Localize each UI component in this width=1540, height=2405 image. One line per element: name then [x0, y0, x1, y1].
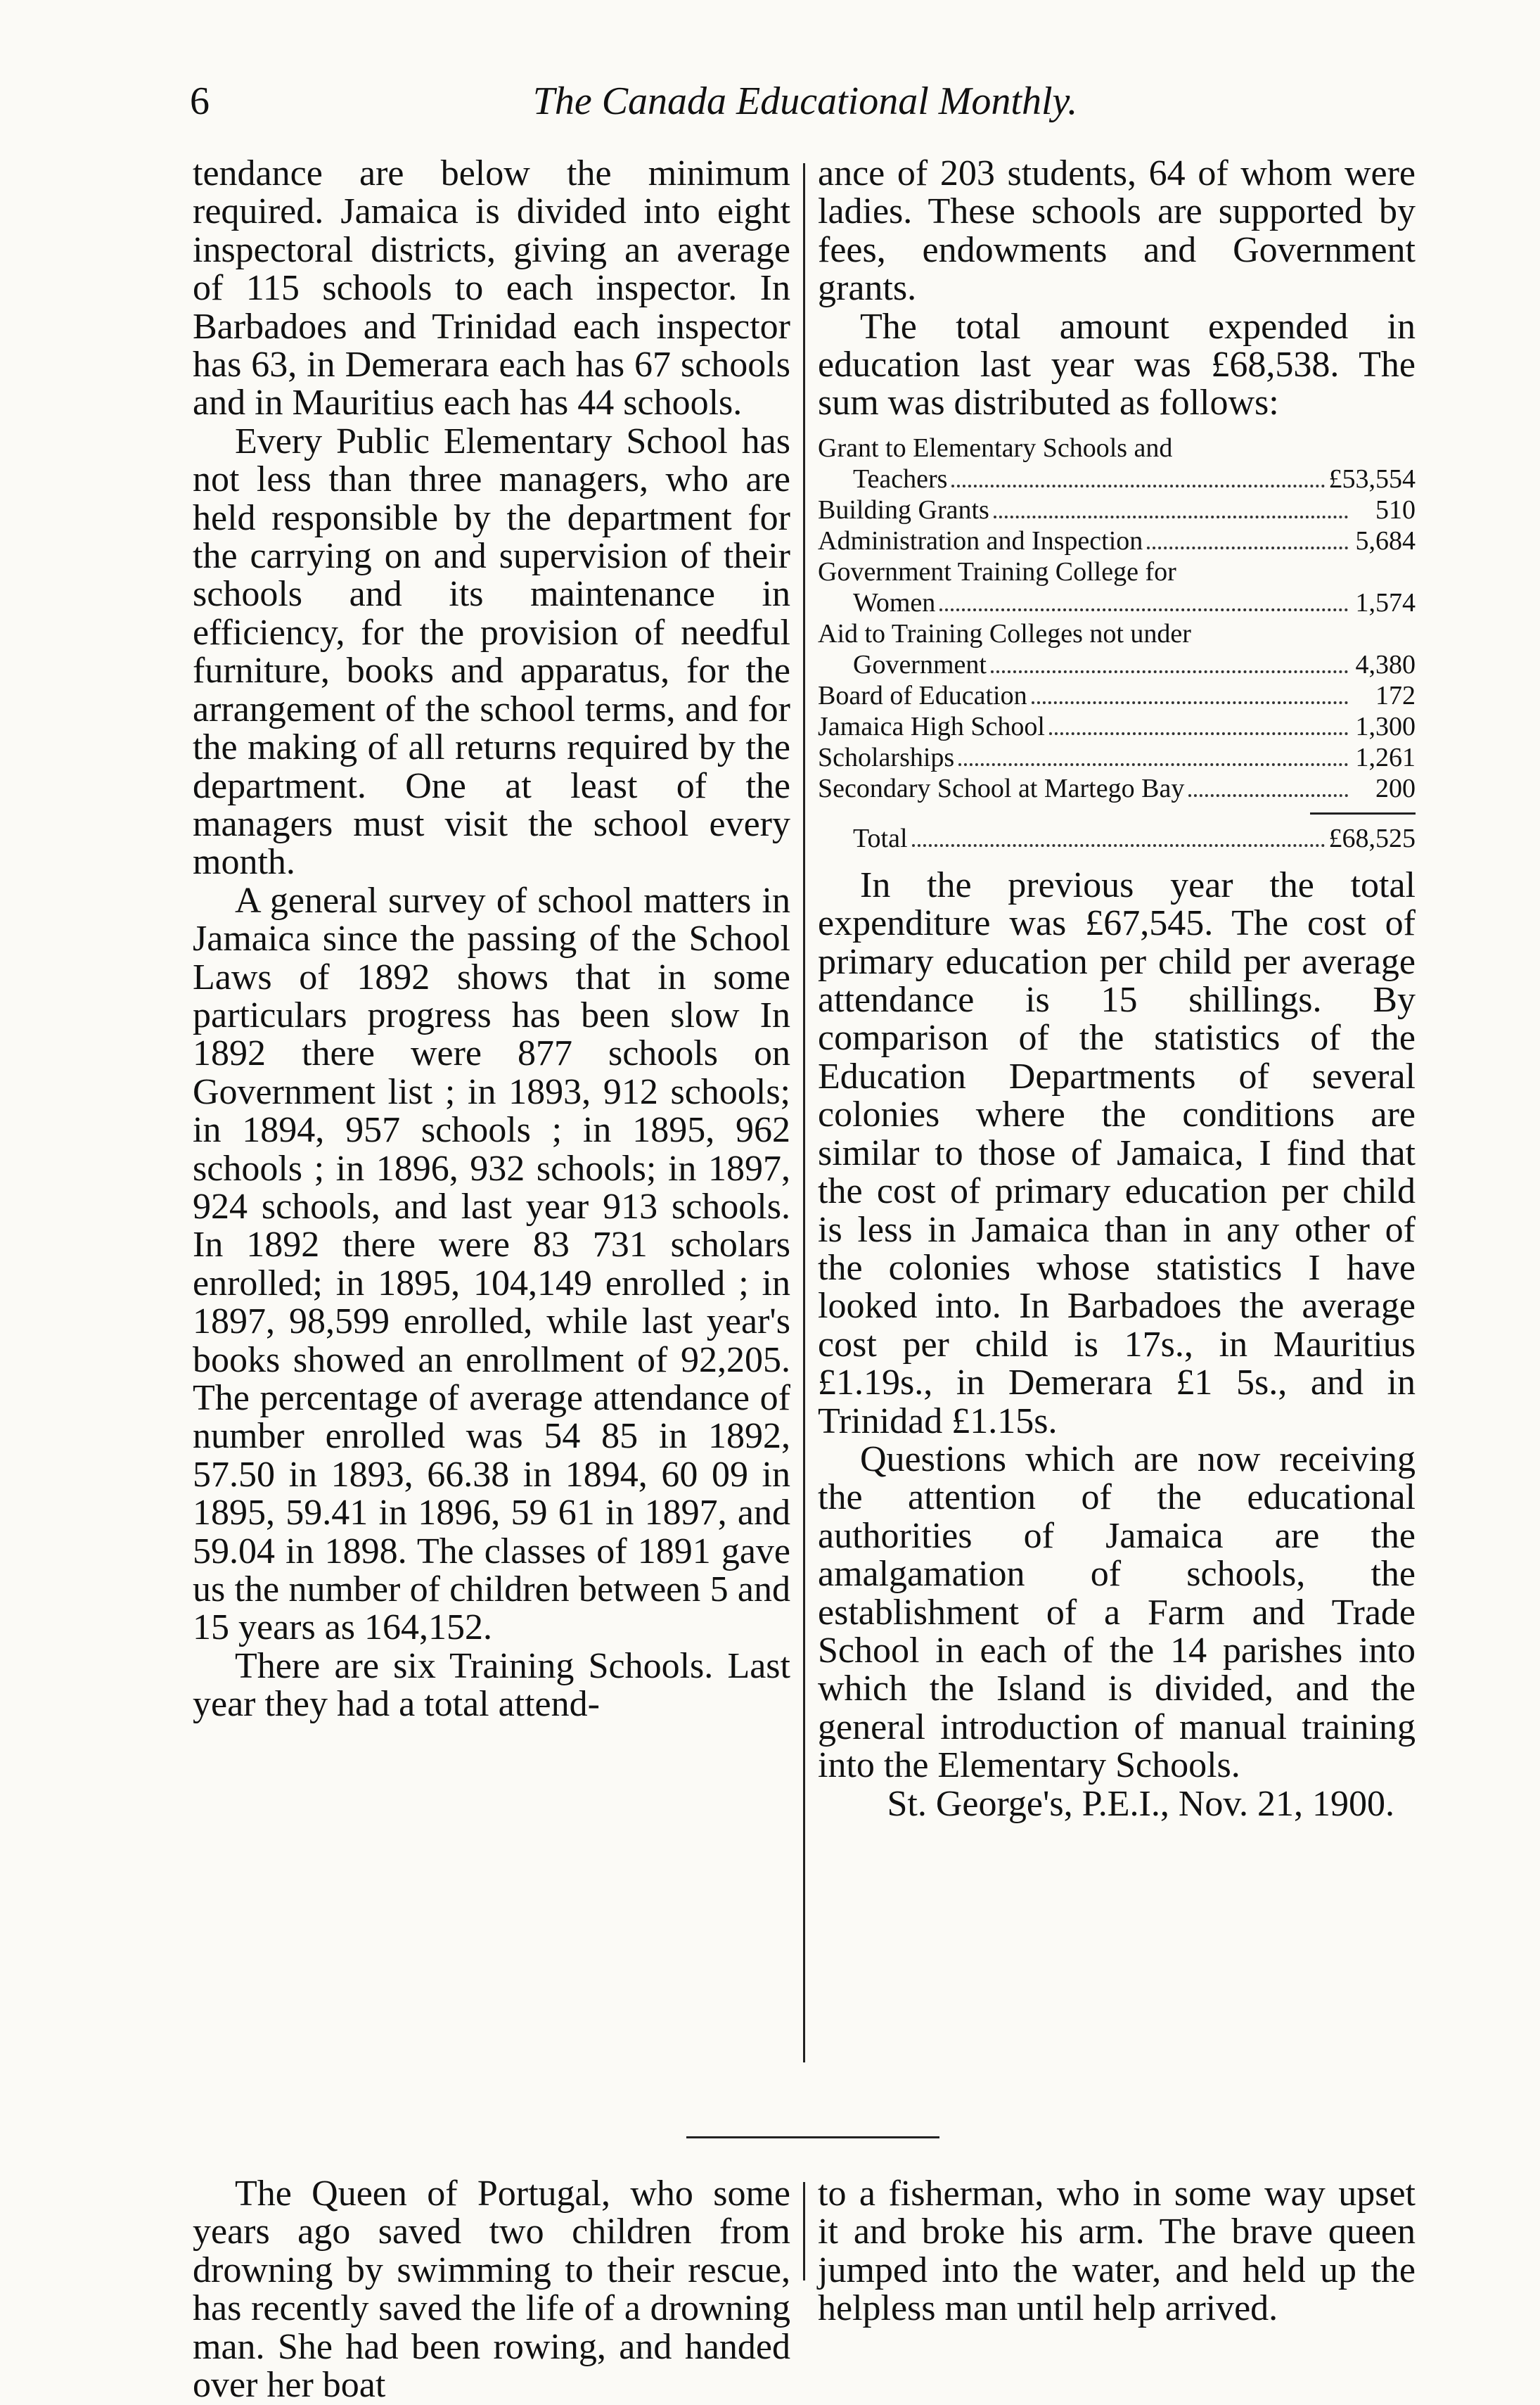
expenditure-row	[818, 495, 1416, 525]
total-rule	[1310, 812, 1416, 815]
total-label: Total	[853, 823, 908, 853]
expenditure-label: Jamaica High School	[818, 711, 1045, 741]
expenditure-amount: 1,574	[1355, 587, 1416, 618]
expenditure-total-row	[818, 823, 1416, 854]
expenditure-row	[818, 464, 1416, 495]
expenditure-row	[818, 680, 1416, 711]
dot-leader	[991, 670, 1348, 673]
article-paragraph: Every Public Elementary School has not less than three managers, who are held responsible by the department for the carrying on and supervision of their schools and its maintenance in efficiency, for the provision of needful furniture, books and apparatus, for the arrangement of the school terms, and for the making of all returns required by the department. One at least of the managers must visit the school every month.	[193, 421, 790, 883]
dot-leader	[951, 485, 1324, 487]
article-paragraph: tendance are below the minimum required. Jamaica is divided into eight inspectoral districts, giving an average of 115 schools to each inspector. In Barbadoes and Trinidad each inspector has 63, in Demerara each has 67 schools and in Mauritius each has 44 schools.	[193, 153, 790, 423]
expenditure-row	[818, 649, 1416, 680]
article-signoff: St. George's, P.E.I., Nov. 21, 1900.	[887, 1783, 1394, 1824]
news-paragraph: The Queen of Portugal, who some years ago saved two children from drowning by swimming to their rescue, has recently saved the life of a drowning man. She had been rowing, and handed over her boat	[193, 2174, 790, 2405]
article-right-column	[818, 155, 1416, 1823]
expenditure-label: Building Grants	[818, 495, 989, 525]
dot-leader	[958, 763, 1348, 766]
dot-leader	[1188, 794, 1348, 797]
news-left-column	[193, 2175, 790, 2404]
page-number: 6	[190, 79, 210, 123]
article-paragraph: In the previous year the total expenditure was £67,545. The cost of primary education per child per average attendance is 15 shillings. By comparison of the statistics of the Education Departments of several colonies where the conditions are similar to those of Jamaica, I find that the cost of primary education per child is less in Jamaica than in any other of the colonies whose statistics I have looked into. In Barbadoes the average cost per child is 17s., in Mauritius £1.19s., in Demerara £1 5s., and in Trinidad £1.15s.	[818, 865, 1416, 1441]
expenditure-row	[818, 773, 1416, 804]
expenditure-table	[818, 433, 1416, 854]
expenditure-amount: 1,261	[1355, 742, 1416, 772]
dot-leader	[994, 516, 1348, 518]
expenditure-row	[818, 587, 1416, 618]
expenditure-label: Aid to Training Colleges not under	[818, 618, 1191, 649]
column-divider	[803, 163, 805, 2062]
dot-leader	[1147, 547, 1348, 549]
running-title: The Canada Educational Monthly.	[532, 79, 1078, 123]
expenditure-row	[818, 433, 1416, 464]
article-left-column	[193, 155, 790, 1724]
dot-leader	[1049, 732, 1348, 735]
expenditure-label: Grant to Elementary Schools and	[818, 433, 1173, 463]
expenditure-amount: 4,380	[1355, 649, 1416, 680]
article-paragraph: ance of 203 students, 64 of whom were ladies. These schools are supported by fees, endowments and Government grants.	[818, 153, 1416, 309]
expenditure-row	[818, 556, 1416, 587]
total-amount: £68,525	[1328, 823, 1416, 853]
news-paragraph: to a fisherman, who in some way upset it and broke his arm. The brave queen jumped into the water, and held up the helpless man until help arrived.	[818, 2174, 1416, 2329]
article-paragraph: Questions which are now receiving the attention of the educational authorities of Jamaica are the amalgamation of schools, the establishment of a Farm and Trade School in each of the 14 parishes into which the Island is divided, and the general introduction of manual training into the Elementary Schools.	[818, 1438, 1416, 1786]
article-paragraph: A general survey of school matters in Jamaica since the passing of the School Laws of 1892 shows that in some particulars progress has been slow In 1892 there were 877 schools on Government list ; in 1893, 912 schools; in 1894, 957 schools ; in 1895, 962 schools ; in 1896, 932 schools; in 1897, 924 schools, and last year 913 schools. In 1892 there were 83 731 scholars enrolled; in 1895, 104,149 enrolled ; in 1897, 98,599 enrolled, while last year's books showed an enrollment of 92,205. The percentage of average attendance of number enrolled was 54 85 in 1892, 57.50 in 1893, 66.38 in 1894, 60 09 in 1895, 59.41 in 1896, 59 61 in 1897, and 59.04 in 1898. The classes of 1891 gave us the number of children between 5 and 15 years as 164,152.	[193, 880, 790, 1648]
column-divider	[803, 2182, 805, 2280]
expenditure-label: Women	[853, 587, 936, 618]
dot-leader	[1032, 701, 1348, 704]
article-paragraph: There are six Training Schools. Last year they had a total attend-	[193, 1645, 790, 1725]
expenditure-label: Secondary School at Martego Bay	[818, 773, 1185, 803]
expenditure-label: Administration and Inspection	[818, 525, 1143, 556]
dot-leader	[912, 844, 1325, 847]
expenditure-row	[818, 618, 1416, 649]
expenditure-row	[818, 742, 1416, 773]
expenditure-label: Government Training College for	[818, 556, 1176, 587]
expenditure-row	[818, 525, 1416, 556]
expenditure-amount: 1,300	[1355, 711, 1416, 741]
page-header	[190, 79, 1420, 128]
news-right-column	[818, 2175, 1416, 2328]
expenditure-amount: 5,684	[1355, 525, 1416, 556]
expenditure-label: Government	[853, 649, 987, 680]
expenditure-amount: 172	[1375, 680, 1416, 710]
expenditure-amount: 510	[1375, 495, 1416, 525]
article-paragraph: The total amount expended in education last year was £68,538. The sum was distributed as follows:	[818, 306, 1416, 423]
expenditure-row	[818, 711, 1416, 742]
expenditure-label: Scholarships	[818, 742, 955, 772]
expenditure-amount: 200	[1375, 773, 1416, 803]
expenditure-label: Teachers	[853, 464, 948, 494]
section-divider	[686, 2136, 939, 2138]
dot-leader	[939, 608, 1348, 611]
expenditure-label: Board of Education	[818, 680, 1027, 710]
expenditure-amount: £53,554	[1328, 464, 1416, 494]
